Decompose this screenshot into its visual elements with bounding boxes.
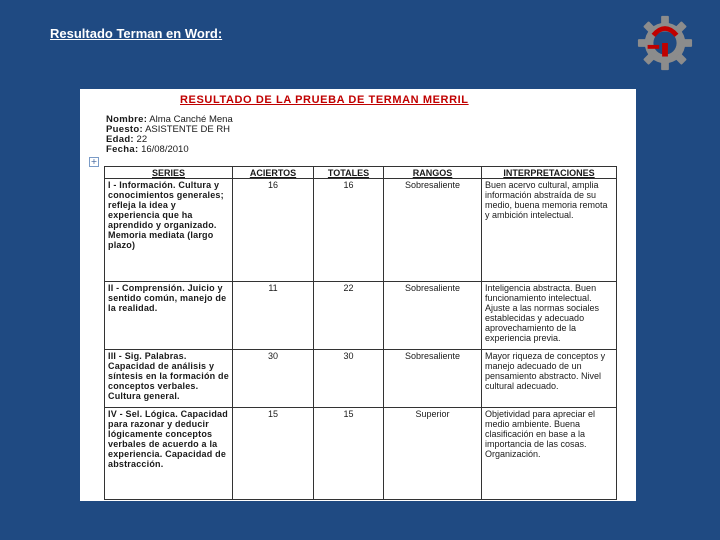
table-row [105,179,617,282]
table-header-row [105,167,617,179]
cell-series: IV - Sel. Lógica. Capacidad para razonar y deducir lógicamente conceptos verbales de acuerdo a la experiencia. Capacidad de abstracción. [105,408,233,500]
cell-aciertos: 16 [233,179,314,282]
cell-interpretacion: Inteligencia abstracta. Buen funcionamiento intelectual. Ajuste a las normas sociales establecidas y adecuado aprovechamiento de la experiencia previa. [482,282,617,350]
cell-interpretacion: Objetividad para apreciar el medio ambiente. Buena clasificación en base a la importancia de las cosas. Organización. [482,408,617,500]
table-row [105,350,617,408]
results-table [104,166,617,500]
cell-aciertos: 11 [233,282,314,350]
header-series: SERIES [105,167,233,179]
header-aciertos: ACIERTOS [233,167,314,179]
cell-totales: 22 [314,282,384,350]
gear-logo-icon [636,14,694,72]
header-interpretaciones: INTERPRETACIONES [482,167,617,179]
cell-interpretacion: Buen acervo cultural, amplia información abstraída de su medio, buena memoria remota y ambición intelectual. [482,179,617,282]
cell-series: II - Comprensión. Juicio y sentido común, manejo de la realidad. [105,282,233,350]
document-title: RESULTADO DE LA PRUEBA DE TERMAN MERRIL [180,94,469,106]
slide-title: Resultado Terman en Word: [50,26,223,41]
field-nombre: Nombre: Alma Canché Mena [106,114,233,125]
cell-aciertos: 30 [233,350,314,408]
header-totales: TOTALES [314,167,384,179]
field-edad: Edad: 22 [106,134,148,145]
cell-aciertos: 15 [233,408,314,500]
cell-rango: Sobresaliente [384,179,482,282]
header-rangos: RANGOS [384,167,482,179]
word-document-page [80,89,636,501]
cell-interpretacion: Mayor riqueza de conceptos y manejo adecuado de un pensamiento abstracto. Nivel cultural adecuado. [482,350,617,408]
field-puesto: Puesto: ASISTENTE DE RH [106,124,231,135]
field-fecha: Fecha: 16/08/2010 [106,144,189,155]
cell-totales: 15 [314,408,384,500]
table-row [105,408,617,500]
cell-rango: Superior [384,408,482,500]
cell-totales: 30 [314,350,384,408]
cell-totales: 16 [314,179,384,282]
table-row [105,282,617,350]
cell-series: III - Sig. Palabras. Capacidad de análisis y síntesis en la formación de conceptos verbales. Cultura general. [105,350,233,408]
table-move-handle-icon[interactable]: + [90,157,98,166]
cell-series: I - Información. Cultura y conocimientos generales; refleja la idea y experiencia que ha aprendido y organizado. Memoria mediata (largo plazo) [105,179,233,282]
candidate-info [106,115,233,155]
cell-rango: Sobresaliente [384,282,482,350]
cell-rango: Sobresaliente [384,350,482,408]
